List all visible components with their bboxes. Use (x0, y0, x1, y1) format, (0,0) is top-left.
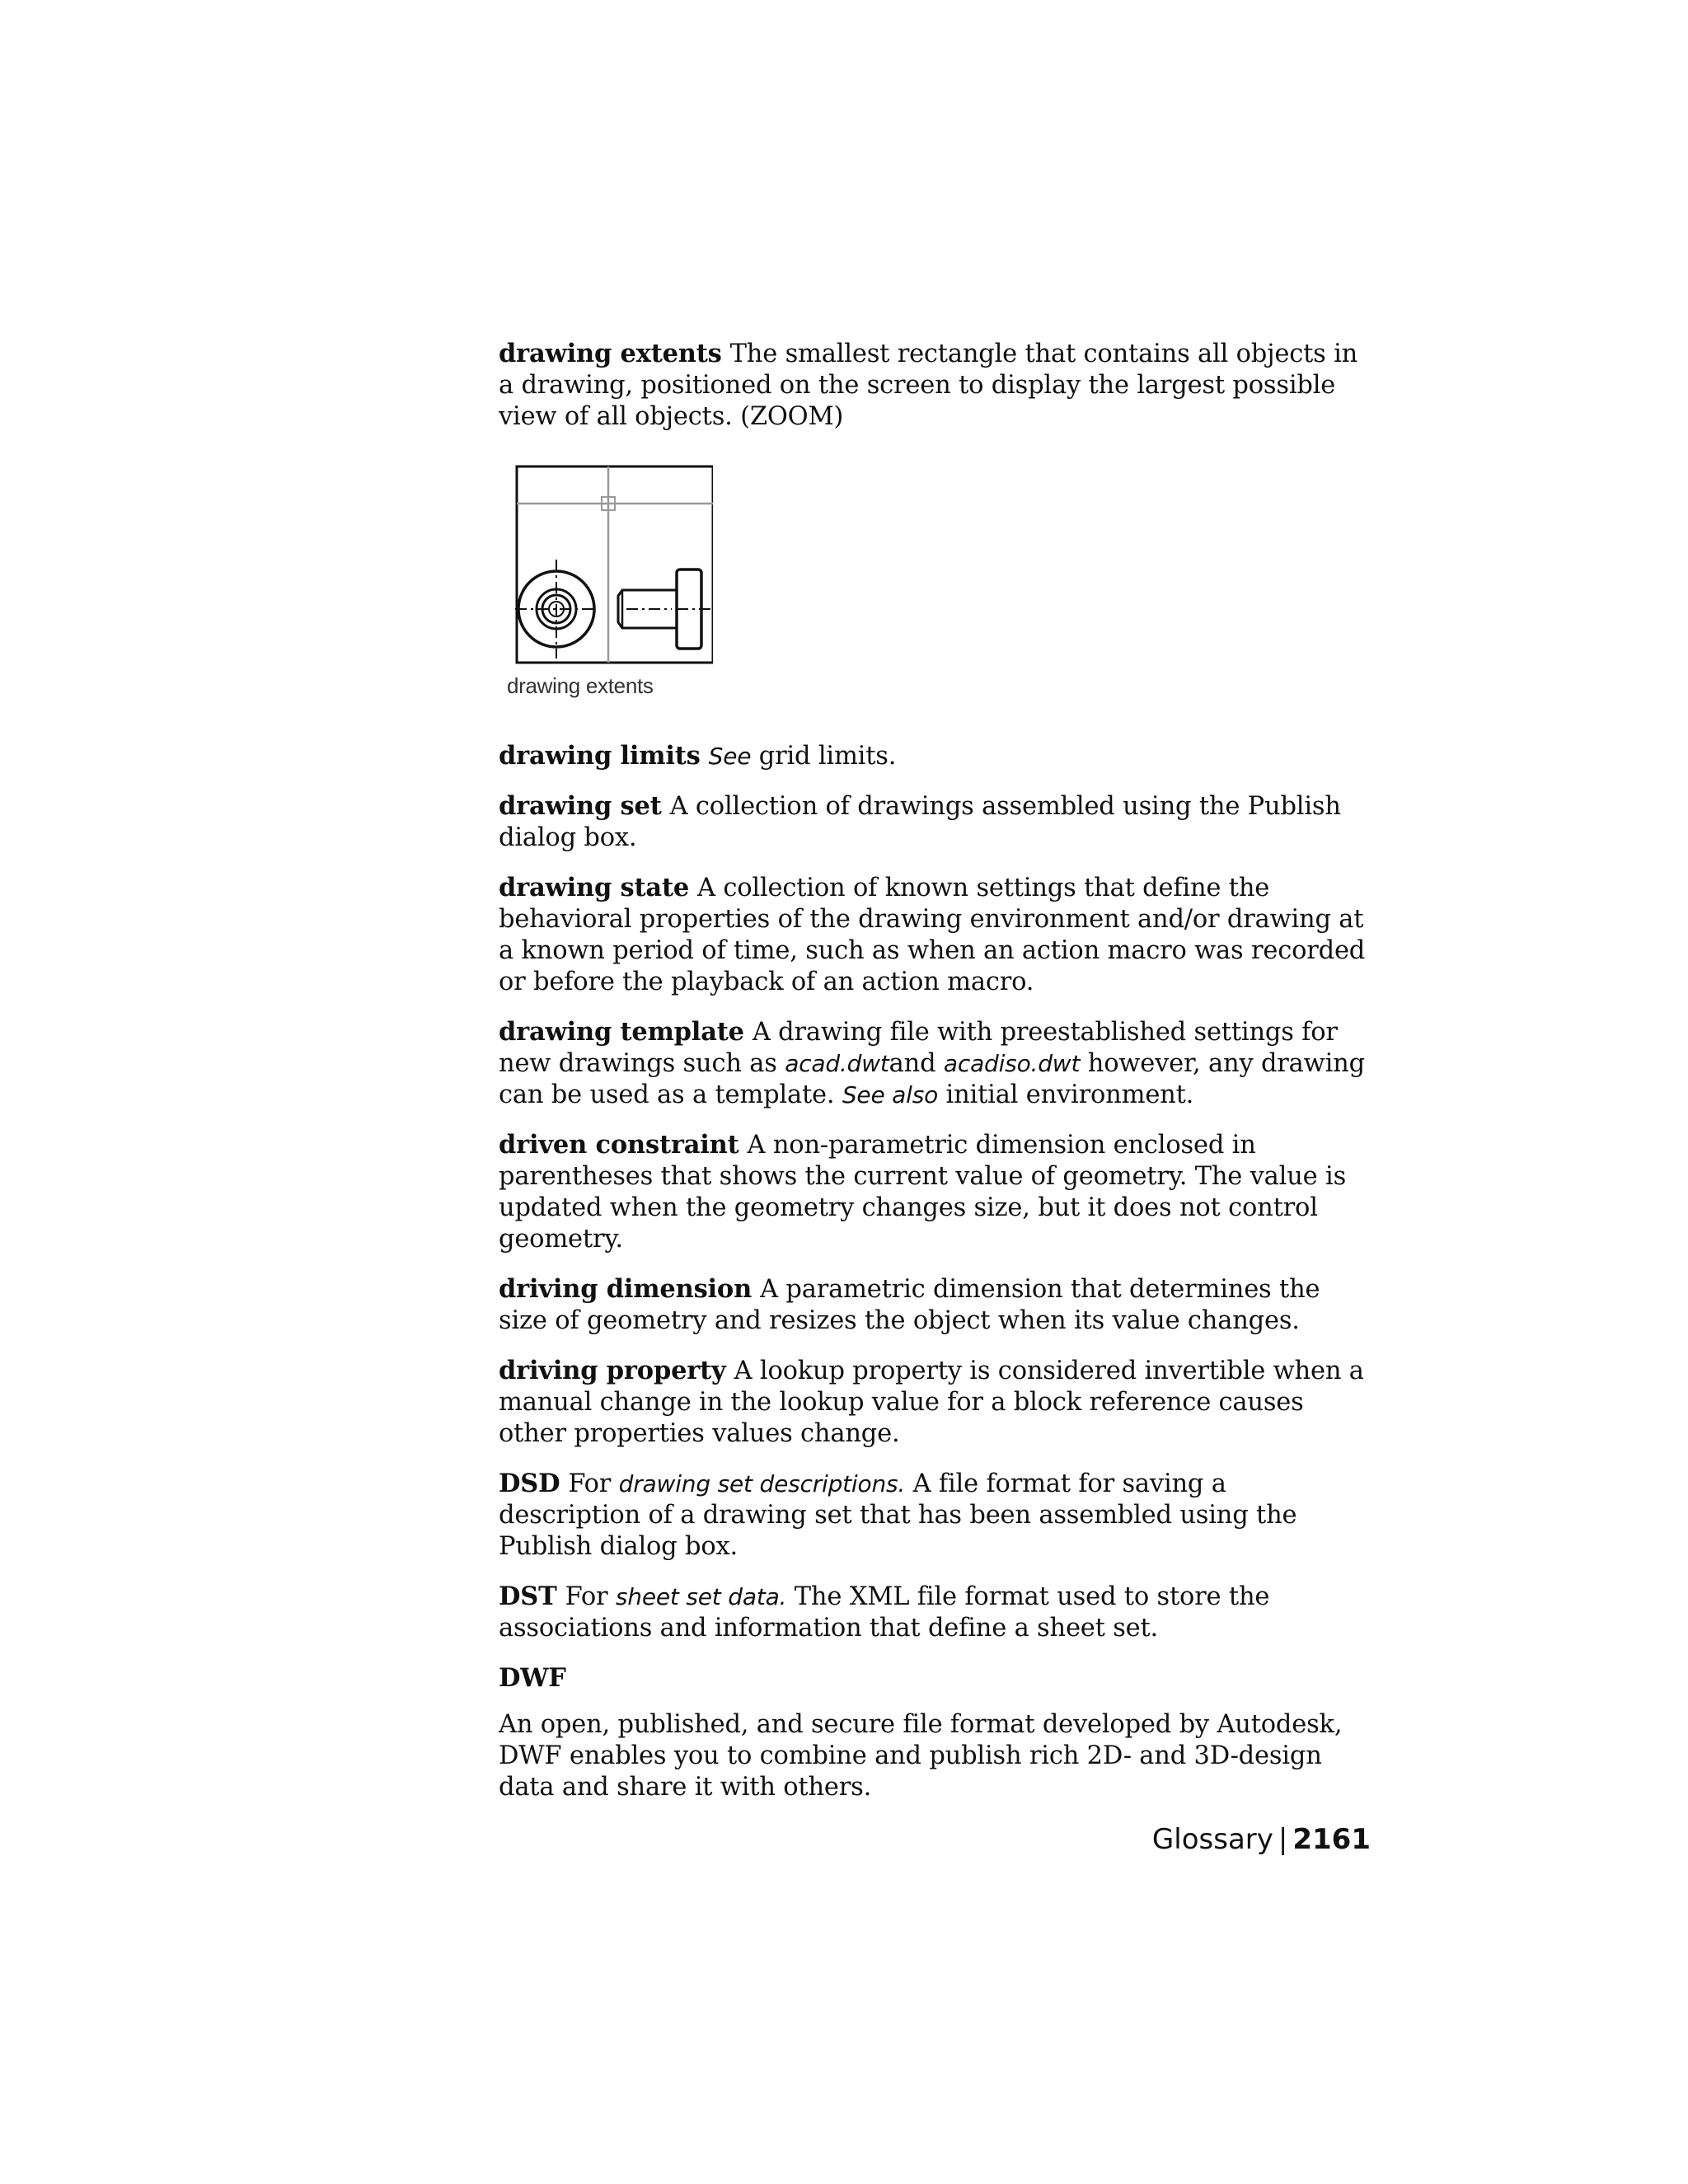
entry-drawing-set (499, 790, 1374, 854)
term: DSD (499, 1469, 560, 1498)
entry-dst (499, 1581, 1374, 1644)
glossary-column (499, 338, 1374, 1821)
entry-drawing-template (499, 1016, 1374, 1111)
definition: An open, published, and secure file format developed by Autodesk, DWF enables you to combine and publish rich 2D- and 3D-design data and share it with others. (499, 1710, 1343, 1802)
definition: The XML file format used to store the associations and information that define a sheet set. (499, 1582, 1270, 1643)
drawing-extents-illustration (507, 462, 713, 668)
see-label: See (708, 743, 752, 770)
definition: A collection of known settings that define the behavioral properties of the drawing environment and/or drawing at a known period of time, such as when an action macro was recorded or before the playback of an action macro. (499, 874, 1366, 996)
definition: A file format for saving a description of a drawing set that has been assembled using the Publish dialog box. (499, 1469, 1297, 1561)
figure-caption: drawing extents (507, 673, 654, 698)
term: driving dimension (499, 1274, 753, 1304)
expansion: sheet set data. (615, 1583, 787, 1610)
entry-dsd (499, 1468, 1374, 1563)
term: drawing limits (499, 741, 701, 771)
definition-part: A drawing file with preestablished settings for new drawings such as (499, 1018, 1338, 1078)
definition: The smallest rectangle that contains all objects in a drawing, positioned on the screen to display the largest possible view of all objects. (ZOOM) (499, 340, 1358, 431)
page-number: 2161 (1292, 1823, 1371, 1856)
definition-part: and (889, 1049, 936, 1078)
entry-drawing-limits (499, 740, 1374, 772)
term: drawing extents (499, 339, 722, 368)
for-label: For (568, 1469, 612, 1498)
term: driven constraint (499, 1130, 739, 1160)
term: drawing state (499, 873, 690, 902)
for-label: For (565, 1582, 608, 1611)
term: DST (499, 1582, 557, 1611)
entry-drawing-extents (499, 338, 1374, 433)
entry-driving-property (499, 1355, 1374, 1450)
file-name: acadiso.dwt (943, 1050, 1081, 1077)
definition: A non-parametric dimension enclosed in parentheses that shows the current value of geometry. The value is updated when the geometry changes size, but it does not control geometry. (499, 1131, 1347, 1254)
term: DWF (499, 1663, 566, 1693)
term: driving property (499, 1356, 726, 1385)
see-also-label: See also (842, 1081, 939, 1108)
entry-dwf-heading (499, 1662, 1374, 1694)
definition: A parametric dimension that determines the size of geometry and resizes the object when its value changes. (499, 1275, 1320, 1335)
page-footer (1152, 1823, 1371, 1856)
drawing-extents-figure (507, 462, 713, 699)
definition-part: however, any drawing can be used as a template. (499, 1049, 1365, 1109)
definition: A collection of drawings assembled using the Publish dialog box. (499, 792, 1341, 852)
definition: A lookup property is considered invertible when a manual change in the lookup value for a block reference causes other properties values change. (499, 1357, 1364, 1448)
entry-driven-constraint (499, 1129, 1374, 1255)
term: drawing template (499, 1017, 744, 1047)
file-name: acad.dwt (785, 1050, 889, 1077)
entry-dwf-body (499, 1709, 1374, 1803)
entry-driving-dimension (499, 1273, 1374, 1337)
definition-part: initial environment. (945, 1080, 1194, 1109)
footer-section: Glossary (1151, 1823, 1273, 1856)
entry-drawing-state (499, 872, 1374, 998)
footer-separator: | (1278, 1823, 1288, 1856)
definition: grid limits. (758, 742, 897, 771)
expansion: drawing set descriptions. (618, 1470, 906, 1497)
term: drawing set (499, 791, 662, 821)
